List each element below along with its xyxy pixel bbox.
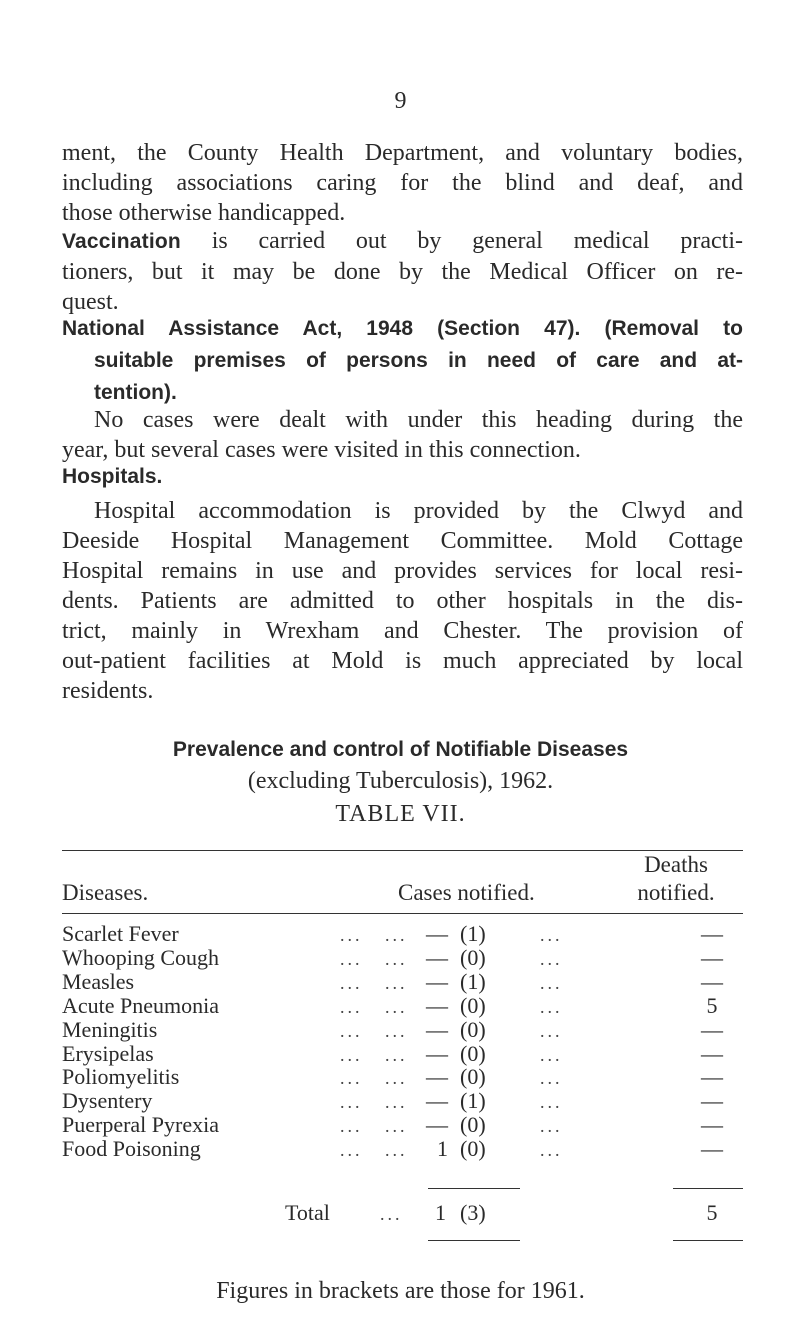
table-row-deaths: — [701, 1088, 723, 1113]
table-row-deaths: — [701, 1017, 723, 1042]
table-row-cases: — [426, 945, 448, 970]
table-row-disease: Poliomyelitis [62, 1064, 180, 1089]
table-row-disease: Meningitis [62, 1017, 158, 1042]
table-row-deaths: — [701, 1064, 723, 1089]
table-row-disease: Whooping Cough [62, 945, 220, 970]
table-row-dots: ... [340, 1116, 363, 1136]
table-row-deaths: — [701, 1112, 723, 1137]
table-row-deaths: — [701, 945, 723, 970]
table-row-dots: ... [385, 1068, 408, 1088]
table-row-dots: ... [540, 973, 563, 993]
table-row-disease: Puerperal Pyrexia [62, 1112, 219, 1137]
table-row-cases: — [426, 1064, 448, 1089]
table-row-dots: ... [540, 925, 563, 945]
total-prev: (3) [460, 1200, 486, 1225]
vaccination-line [62, 226, 743, 257]
header-diseases: Diseases. [62, 880, 149, 905]
table-row-prev: (1) [460, 921, 486, 946]
intro-line: including associations caring for the blind and deaf, and [62, 170, 743, 196]
table-row-dots: ... [340, 1092, 363, 1112]
table-row-disease: Food Poisoning [62, 1136, 201, 1161]
total-bottom-rule-cases [428, 1240, 520, 1241]
na-line: year, but several cases were visited in this connection. [62, 437, 581, 463]
total-bottom-rule-deaths [673, 1240, 743, 1241]
hospitals-line: Hospital accommodation is provided by the Clwyd and [94, 498, 743, 524]
heading-line: tention). [94, 381, 177, 404]
hospitals-line: out-patient facilities at Mold is much appreciated by local [62, 648, 743, 674]
table-row-dots: ... [385, 925, 408, 945]
table-row-dots: ... [540, 1045, 563, 1065]
hospitals-line: trict, mainly in Wrexham and Chester. The provision of [62, 618, 743, 644]
table-row-dots: ... [340, 1021, 363, 1041]
table-header-rule [62, 913, 743, 914]
table-row-dots: ... [385, 1021, 408, 1041]
hospitals-line: Deeside Hospital Management Committee. Mold Cottage [62, 528, 743, 554]
table-row-prev: (1) [460, 1088, 486, 1113]
total-leader-dots: ... [380, 1204, 403, 1224]
table-row-dots: ... [540, 997, 563, 1017]
vaccination-line: tioners, but it may be done by the Medical Officer on re- [62, 259, 743, 285]
footnote: Figures in brackets are those for 1961. [216, 1278, 585, 1304]
table-row-disease: Measles [62, 969, 135, 994]
vaccination-line-text: is carried out by general medical practi- [211, 228, 743, 254]
hospitals-paragraph [62, 496, 743, 706]
table-row-prev: (0) [460, 1136, 486, 1161]
table-row-deaths: — [701, 969, 723, 994]
table-row-dots: ... [340, 1045, 363, 1065]
table-row-dots: ... [340, 1140, 363, 1160]
table-row-dots: ... [385, 1140, 408, 1160]
hospitals-line: residents. [62, 678, 154, 704]
table-row-dots: ... [385, 949, 408, 969]
table-row-prev: (0) [460, 1041, 486, 1066]
vaccination-line: quest. [62, 289, 119, 315]
total-top-rule-deaths [673, 1188, 743, 1189]
hospitals-line: dents. Patients are admitted to other hospitals in the dis- [62, 588, 743, 614]
national-assistance-heading [62, 313, 743, 409]
total-deaths: 5 [706, 1200, 718, 1225]
table-row-prev: (0) [460, 1112, 486, 1137]
table-row-dots: ... [540, 1092, 563, 1112]
table-row-deaths: — [701, 1041, 723, 1066]
table-row-prev: (0) [460, 945, 486, 970]
table-row-disease: Dysentery [62, 1088, 153, 1113]
table-row-dots: ... [340, 925, 363, 945]
table-row-dots: ... [540, 1116, 563, 1136]
vaccination-paragraph [62, 226, 743, 317]
table-row-dots: ... [385, 1045, 408, 1065]
hospitals-line: Hospital remains in use and provides services for local resi- [62, 558, 743, 584]
table-title: Prevalence and control of Notifiable Diseases [172, 738, 629, 761]
table-row-disease: Acute Pneumonia [62, 993, 220, 1018]
heading-line: suitable premises of persons in need of care and at- [94, 349, 743, 372]
table-row-cases: — [426, 921, 448, 946]
intro-paragraph [62, 138, 743, 228]
table-row-disease: Erysipelas [62, 1041, 154, 1066]
table-row-cases: — [426, 1088, 448, 1113]
total-top-rule-cases [428, 1188, 520, 1189]
table-row-cases: — [426, 993, 448, 1018]
table-row-prev: (0) [460, 1064, 486, 1089]
table-row-dots: ... [385, 997, 408, 1017]
vaccination-lead: Vaccination [62, 230, 181, 253]
table-row-dots: ... [385, 973, 408, 993]
table-row-dots: ... [540, 1068, 563, 1088]
table-row-prev: (0) [460, 1017, 486, 1042]
table-row-cases: 1 [437, 1136, 448, 1161]
intro-line: those otherwise handicapped. [62, 200, 346, 226]
table-row-prev: (1) [460, 969, 486, 994]
header-deaths-line2: notified. [637, 880, 715, 905]
total-label: Total [285, 1200, 330, 1225]
na-line: No cases were dealt with under this heading during the [94, 407, 743, 433]
table-row-deaths: — [701, 921, 723, 946]
table-row-cases: — [426, 969, 448, 994]
table-row-disease: Scarlet Fever [62, 921, 179, 946]
table-subtitle: (excluding Tuberculosis), 1962. [247, 768, 554, 794]
table-label: TABLE VII. [335, 801, 466, 827]
header-deaths-line1: Deaths [644, 852, 708, 877]
table-row-dots: ... [340, 1068, 363, 1088]
table-row-dots: ... [385, 1092, 408, 1112]
table-row-deaths: — [701, 1136, 723, 1161]
table-row-prev: (0) [460, 993, 486, 1018]
table-row-cases: — [426, 1112, 448, 1137]
table-row-dots: ... [540, 1140, 563, 1160]
national-assistance-body [62, 405, 743, 465]
table-row-dots: ... [340, 973, 363, 993]
table-row-dots: ... [340, 997, 363, 1017]
table-row-deaths: 5 [706, 993, 718, 1018]
header-cases: Cases notified. [398, 880, 535, 905]
table-row-dots: ... [385, 1116, 408, 1136]
intro-line: ment, the County Health Department, and voluntary bodies, [62, 140, 743, 166]
total-cases: 1 [435, 1200, 446, 1225]
heading-line: National Assistance Act, 1948 (Section 47). (Removal to [62, 317, 743, 340]
table-row-cases: — [426, 1041, 448, 1066]
table-row-cases: — [426, 1017, 448, 1042]
table-row-dots: ... [340, 949, 363, 969]
table-row-dots: ... [540, 949, 563, 969]
table-row-dots: ... [540, 1021, 563, 1041]
page-number: 9 [394, 88, 407, 114]
table-top-rule [62, 850, 743, 851]
hospitals-heading: Hospitals. [62, 465, 163, 488]
